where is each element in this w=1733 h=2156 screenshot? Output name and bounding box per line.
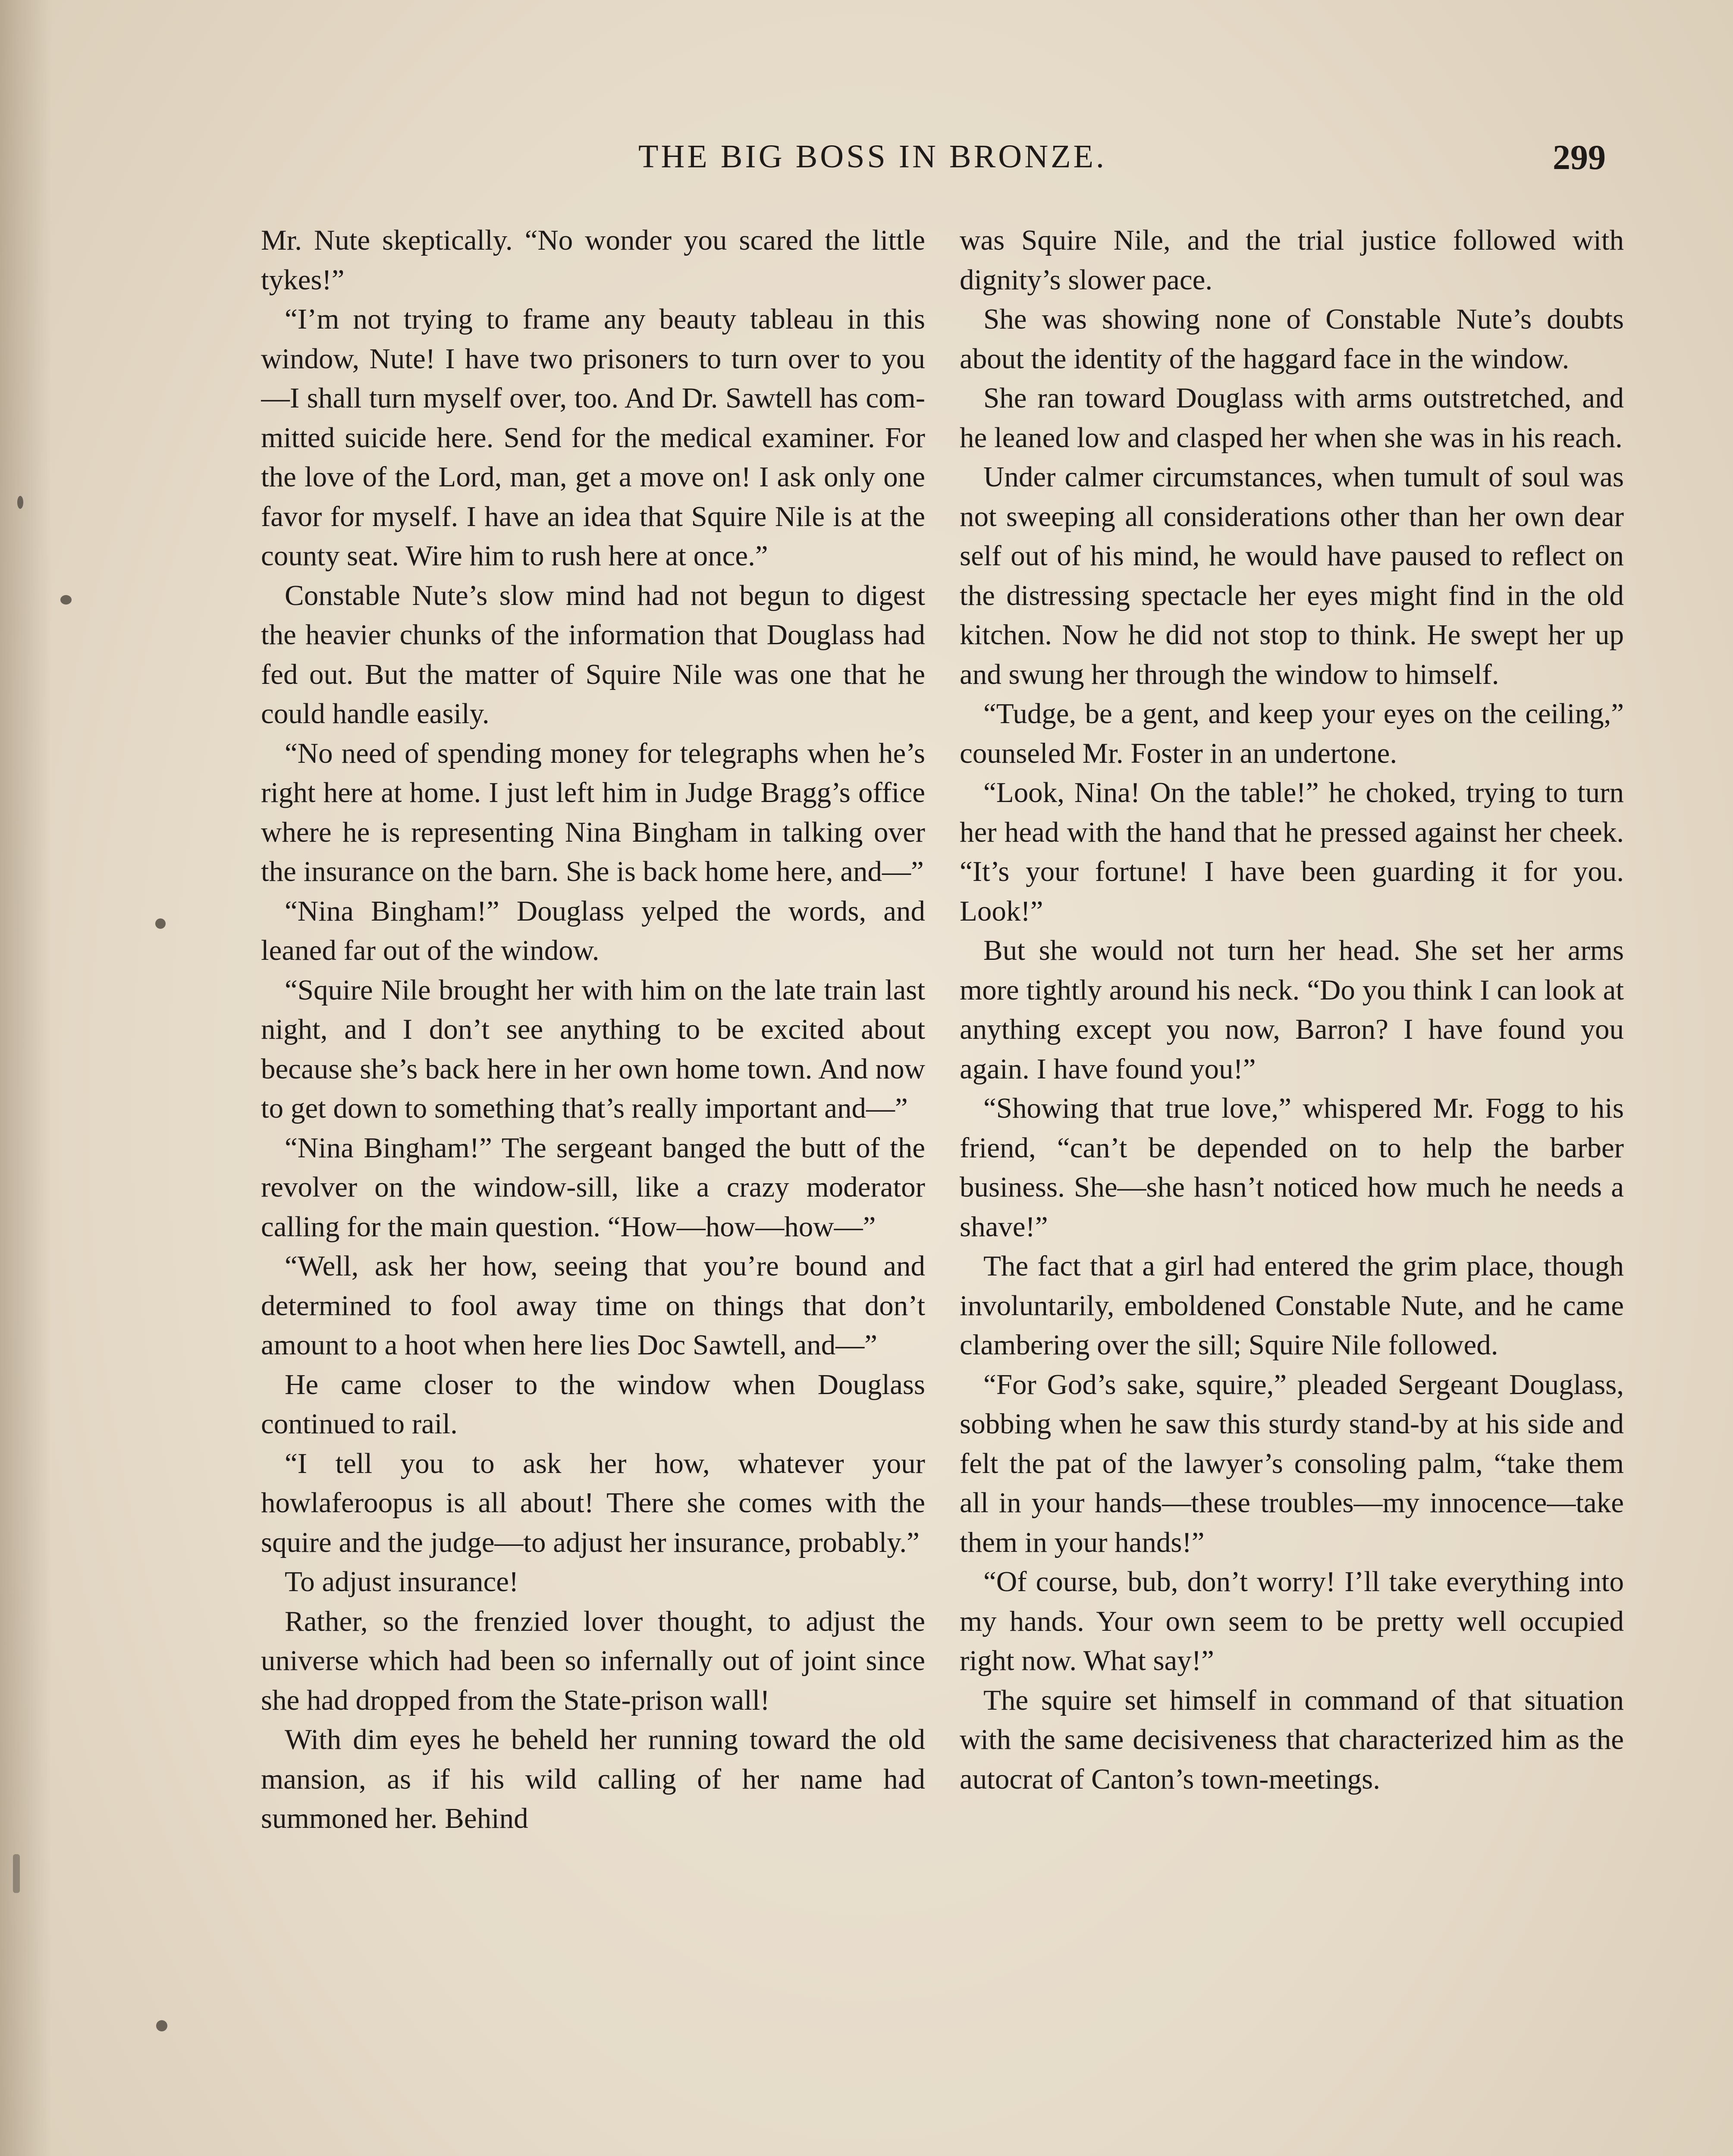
paper-speck — [60, 595, 72, 605]
paragraph: The fact that a girl had entered the grim place, though involuntarily, emboldened Constable Nute, and he came clambering over the sill; Squire Nile followed. — [960, 1250, 1624, 1361]
paragraph: “Nina Bingham!” The sergeant banged the butt of the revolver on the window-sill, like a crazy moderator calling for the main question. “How—how—how—” — [261, 1131, 925, 1243]
running-head: THE BIG BOSS IN BRONZE. — [638, 138, 1107, 175]
paper-speck — [17, 496, 23, 509]
page-number: 299 — [1553, 138, 1606, 177]
paper-speck — [155, 918, 166, 929]
paragraph: “Well, ask her how, seeing that you’re bound and determined to fool away time on things that don’t amount to a hoot when here lies Doc Sawtell, and—” — [261, 1250, 925, 1361]
paragraph: was Squire Nile, and the trial justice followed with dignity’s slower pace. — [960, 224, 1624, 296]
paragraph: Constable Nute’s slow mind had not begun to digest the heavier chunks of the information that Douglass had fed out. But the matter of Squire Nile was one that he could handle easily. — [261, 579, 925, 730]
right-column — [960, 221, 1624, 2156]
paragraph: Under calmer circumstances, when tumult of soul was not sweeping all considerations other than her own dear self out of his mind, he would have paused to reflect on the distressing spectacle her eyes might find in the old kitchen. Now he did not stop to think. He swept her up and swung her through the window to himself. — [960, 461, 1624, 690]
paragraph: “I’m not trying to frame any beauty tableau in this window, Nute! I have two prisoners to turn over to you—I shall turn myself over, too. And Dr. Sawtell has committed suicide here. Send for the medical examiner. For the love of the Lord, man, get a move on! I ask only one favor for myself. I have an idea that Squire Nile is at the county seat. Wire him to rush here at once.” — [261, 303, 925, 572]
paragraph: She ran toward Douglass with arms outstretched, and he leaned low and clasped her when she was in his reach. — [960, 382, 1624, 454]
paragraph: He came closer to the window when Douglass continued to rail. — [261, 1368, 925, 1440]
paragraph: Mr. Nute skeptically. “No wonder you scared the little tykes!” — [261, 224, 925, 296]
paragraph: “Showing that true love,” whispered Mr. Fogg to his friend, “can’t be depended on to help the barber business. She—she hasn’t noticed how much he needs a shave!” — [960, 1092, 1624, 1243]
paragraph: “Of course, bub, don’t worry! I’ll take everything into my hands. Your own seem to be pretty well occupied right now. What say!” — [960, 1566, 1624, 1677]
paragraph: “I tell you to ask her how, whatever your howlaferoopus is all about! There she comes with the squire and the judge—to adjust her insurance, probably.” — [261, 1447, 925, 1558]
left-column — [261, 221, 925, 2156]
paragraph: “Squire Nile brought her with him on the late train last night, and I don’t see anything to be excited about because she’s back here in her own home town. And now to get down to something that’s really important and—” — [261, 974, 925, 1124]
paragraph: With dim eyes he beheld her running toward the old mansion, as if his wild calling of her name had summoned her. Behind — [261, 1724, 925, 1834]
paragraph: “For God’s sake, squire,” pleaded Sergeant Douglass, sobbing when he saw this sturdy stand-by at his side and felt the pat of the lawyer’s consoling palm, “take them all in your hands—these troubles—my innocence—take them in your hands!” — [960, 1368, 1624, 1558]
paragraph: The squire set himself in command of that situation with the same decisiveness that characterized him as the autocrat of Canton’s town-meetings. — [960, 1684, 1624, 1795]
paragraph: “No need of spending money for telegraphs when he’s right here at home. I just left him in Judge Bragg’s office where he is representing Nina Bingham in talking over the insurance on the barn. She is back home here, and—” — [261, 737, 925, 887]
paragraph: She was showing none of Constable Nute’s doubts about the identity of the haggard face in the window. — [960, 303, 1624, 375]
paragraph: To adjust insurance! — [285, 1566, 519, 1598]
paragraph: “Tudge, be a gent, and keep your eyes on the ceiling,” counseled Mr. Foster in an undertone. — [960, 698, 1624, 769]
paper-speck — [13, 1854, 20, 1893]
paragraph: But she would not turn her head. She set her arms more tightly around his neck. “Do you think I can look at anything except you now, Barron? I have found you again. I have found you!” — [960, 934, 1624, 1085]
paper-speck — [156, 2020, 167, 2031]
paragraph: “Look, Nina! On the table!” he choked, trying to turn her head with the hand that he pressed against her cheek. “It’s your fortune! I have been guarding it for you. Look!” — [960, 777, 1624, 927]
paragraph: Rather, so the frenzied lover thought, to adjust the universe which had been so infernally out of joint since she had dropped from the State-prison wall! — [261, 1605, 925, 1716]
paragraph: “Nina Bingham!” Douglass yelped the words, and leaned far out of the window. — [261, 895, 925, 966]
